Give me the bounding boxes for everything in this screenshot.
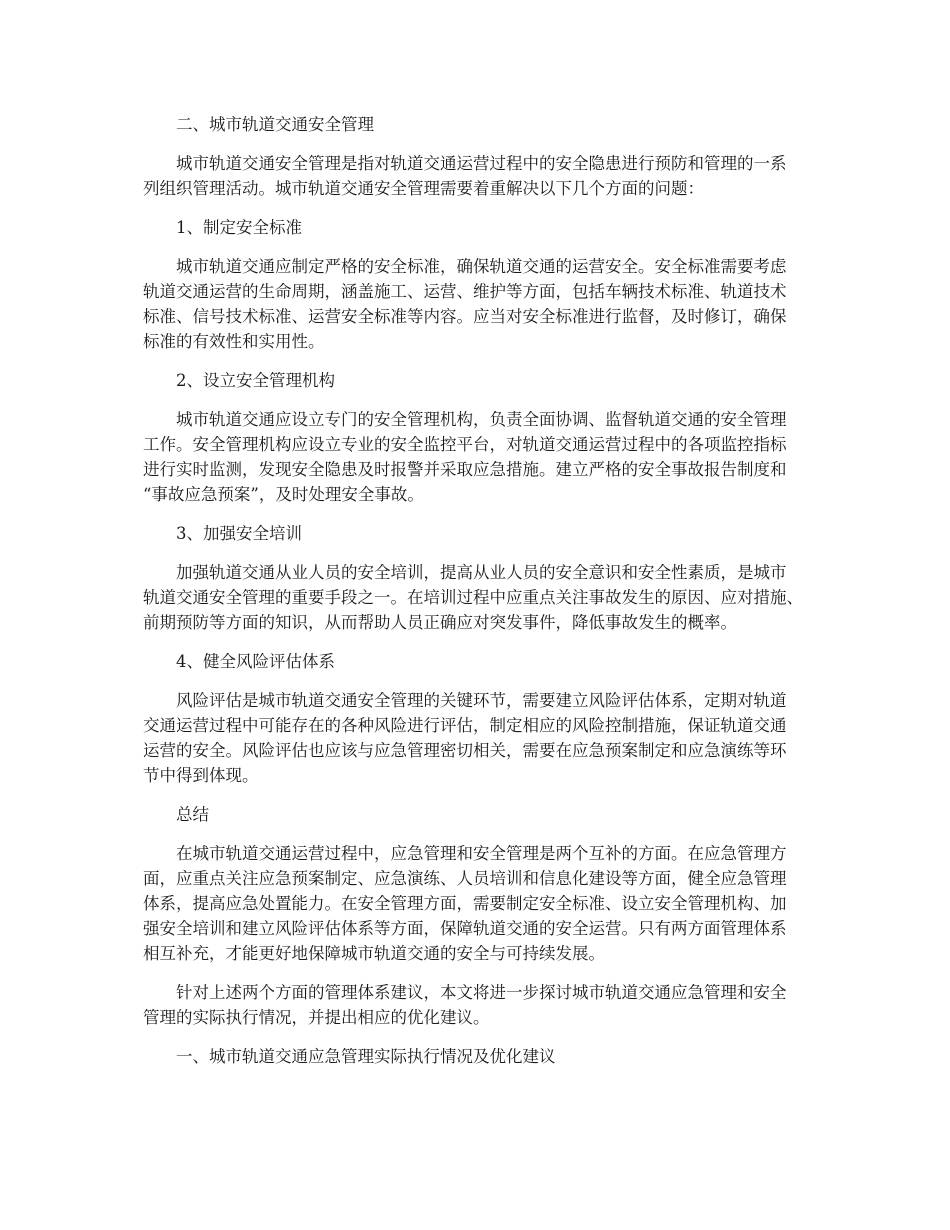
paragraph-line: 前期预防等方面的知识，从而帮助人员正确应对突发事件，降低事故发生的概率。 <box>143 613 737 632</box>
paragraph-line: “事故应急预案”，及时处理安全事故。 <box>143 485 424 504</box>
paragraph-line: 风险评估是城市轨道交通安全管理的关键环节，需要建立风险评估体系，定期对轨道 <box>176 691 787 710</box>
paragraph-line: 城市轨道交通应制定严格的安全标准，确保轨道交通的运营安全。安全标准需要考虑 <box>176 257 787 276</box>
paragraph-line: 体系，提高应急处置能力。在安全管理方面，需要制定安全标准、设立安全管理机构、加 <box>143 894 787 913</box>
paragraph-line: 交通运营过程中可能存在的各种风险进行评估，制定相应的风险控制措施，保证轨道交通 <box>143 716 787 735</box>
paragraph-line: 在城市轨道交通运营过程中，应急管理和安全管理是两个互补的方面。在应急管理方 <box>176 844 787 863</box>
paragraph-line: 加强轨道交通从业人员的安全培训，提高从业人员的安全意识和安全性素质，是城市 <box>176 563 787 582</box>
paragraph-safety-intro <box>143 151 823 201</box>
paragraph-safety-training <box>143 560 823 635</box>
paragraph-line: 标准的有效性和实用性。 <box>143 332 325 351</box>
paragraph-next-steps <box>143 980 823 1030</box>
paragraph-line: 轨道交通运营的生命周期，涵盖施工、运营、维护等方面，包括车辆技术标准、轨道技术 <box>143 282 787 301</box>
paragraph-line: 节中得到体现。 <box>143 766 259 785</box>
subheading-safety-agency: 2、设立安全管理机构 <box>176 371 335 390</box>
paragraph-line: 进行实时监测，发现安全隐患及时报警并采取应急措施。建立严格的安全事故报告制度和 <box>143 460 787 479</box>
subheading-safety-training: 3、加强安全培训 <box>176 524 302 543</box>
paragraph-line: 运营的安全。风险评估也应该与应急管理密切相关，需要在应急预案制定和应急演练等环 <box>143 741 787 760</box>
paragraph-line: 面，应重点关注应急预案制定、应急演练、人员培训和信息化建设等方面，健全应急管理 <box>143 869 787 888</box>
paragraph-line: 城市轨道交通安全管理是指对轨道交通运营过程中的安全隐患进行预防和管理的一系 <box>176 154 787 173</box>
section-heading-safety-management: 二、城市轨道交通安全管理 <box>176 115 374 134</box>
paragraph-line: 轨道交通安全管理的重要手段之一。在培训过程中应重点关注事故发生的原因、应对措施、 <box>143 588 803 607</box>
paragraph-line: 工作。安全管理机构应设立专业的安全监控平台，对轨道交通运营过程中的各项监控指标 <box>143 435 787 454</box>
paragraph-summary <box>143 841 823 966</box>
paragraph-line: 标准、信号技术标准、运营安全标准等内容。应当对安全标准进行监督，及时修订，确保 <box>143 307 787 326</box>
paragraph-line: 城市轨道交通应设立专门的安全管理机构，负责全面协调、监督轨道交通的安全管理 <box>176 410 787 429</box>
paragraph-line: 相互补充，才能更好地保障城市轨道交通的安全与可持续发展。 <box>143 944 605 963</box>
paragraph-risk-assessment <box>143 688 823 788</box>
section-heading-emergency-management: 一、城市轨道交通应急管理实际执行情况及优化建议 <box>176 1047 556 1066</box>
paragraph-safety-agency <box>143 407 823 507</box>
subheading-safety-standards: 1、制定安全标准 <box>176 218 302 237</box>
subheading-summary: 总结 <box>176 805 209 824</box>
paragraph-safety-standards <box>143 254 823 354</box>
paragraph-line: 针对上述两个方面的管理体系建议，本文将进一步探讨城市轨道交通应急管理和安全 <box>176 983 787 1002</box>
paragraph-line: 强安全培训和建立风险评估体系等方面，保障轨道交通的安全运营。只有两方面管理体系 <box>143 919 787 938</box>
paragraph-line: 管理的实际执行情况，并提出相应的优化建议。 <box>143 1008 490 1027</box>
document-body <box>143 112 823 1083</box>
subheading-risk-assessment: 4、健全风险评估体系 <box>176 652 335 671</box>
paragraph-line: 列组织管理活动。城市轨道交通安全管理需要着重解决以下几个方面的问题： <box>143 179 704 198</box>
